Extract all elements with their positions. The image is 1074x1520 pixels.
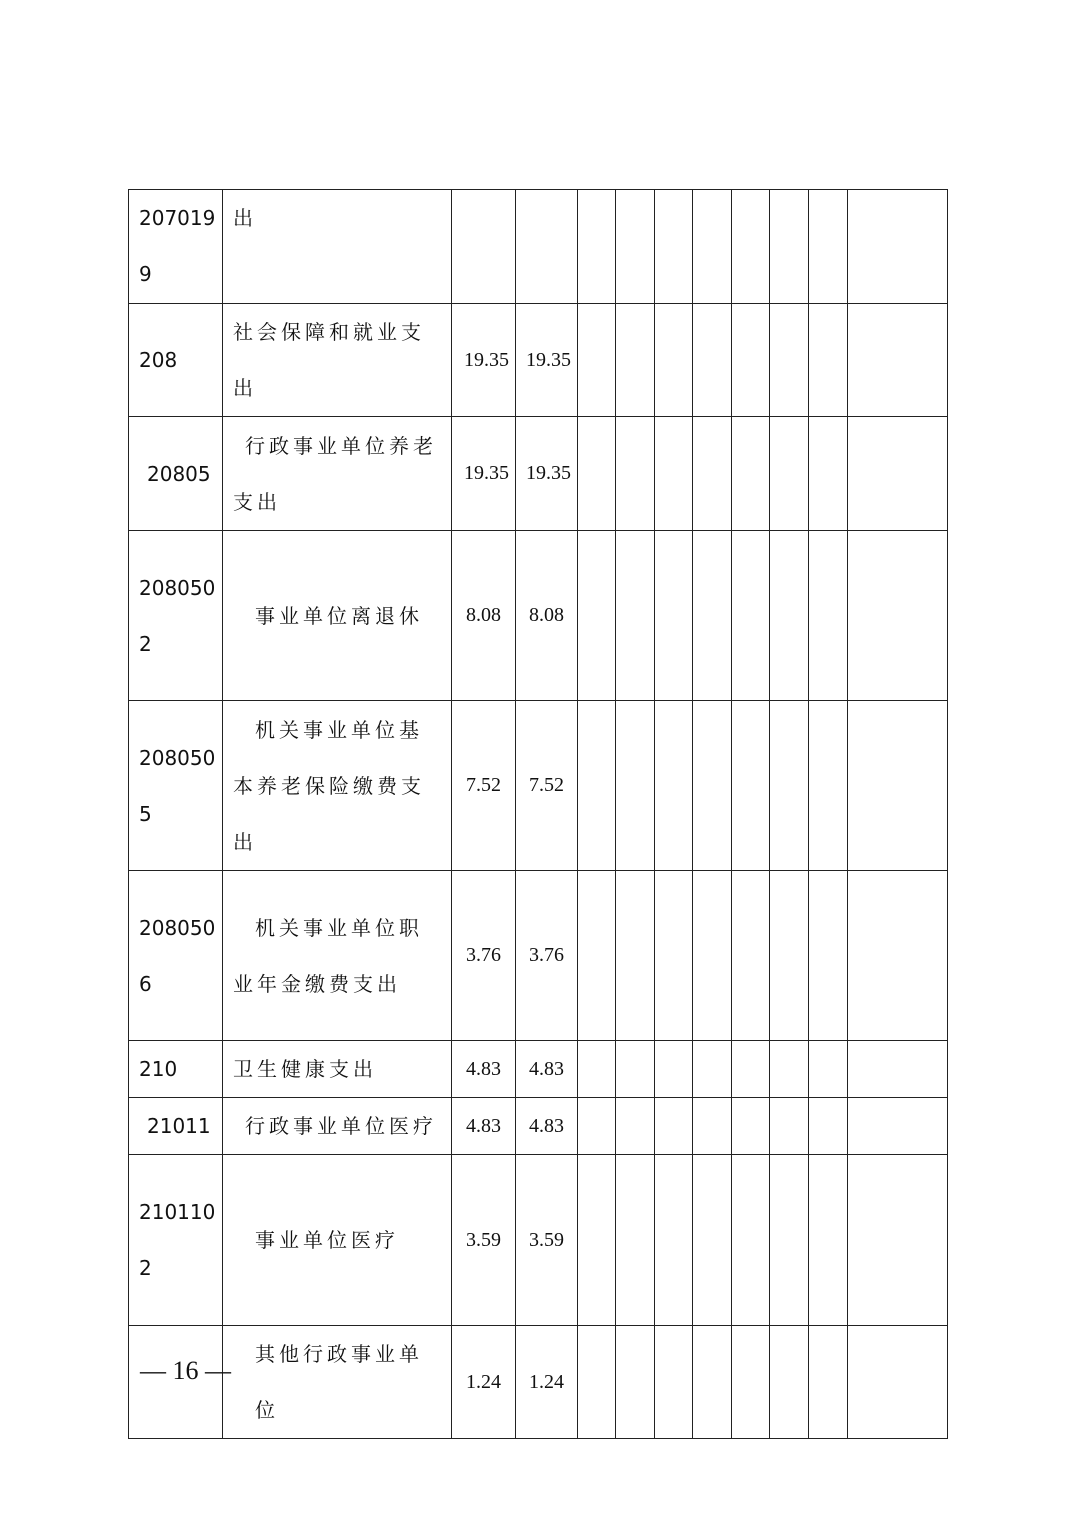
amount-cell: 19.35 — [516, 417, 578, 531]
account-code: 2080502 — [129, 531, 223, 701]
amount-cell: 19.35 — [516, 304, 578, 417]
account-code: 2070199 — [129, 190, 223, 304]
account-name-text: 行政事业单位养老支出 — [233, 433, 437, 514]
account-code: 210 — [129, 1041, 223, 1098]
account-name — [223, 417, 452, 531]
table-row — [129, 871, 948, 1041]
account-name — [223, 871, 452, 1041]
amount-cell: 4.83 — [516, 1041, 578, 1098]
account-code: 2101102 — [129, 1155, 223, 1326]
account-name: 其他行政事业单位 — [223, 1326, 452, 1439]
amount-cell — [516, 190, 578, 304]
amount-cell: 4.83 — [516, 1098, 578, 1155]
amount-cell: 1.24 — [452, 1326, 516, 1439]
amount-cell: 4.83 — [452, 1098, 516, 1155]
amount-cell: 19.35 — [452, 304, 516, 417]
account-name: 行政事业单位医疗 — [223, 1098, 452, 1155]
amount-cell: 1.24 — [516, 1326, 578, 1439]
amount-cell: 8.08 — [516, 531, 578, 701]
account-name — [223, 701, 452, 871]
amount-cell: 3.76 — [452, 871, 516, 1041]
table-row — [129, 190, 948, 304]
account-code: 20805 — [129, 417, 223, 531]
account-name: 事业单位医疗 — [223, 1155, 452, 1326]
amount-cell: 3.76 — [516, 871, 578, 1041]
table-row — [129, 304, 948, 417]
account-code: 21011 — [129, 1098, 223, 1155]
amount-cell: 3.59 — [516, 1155, 578, 1326]
table-row — [129, 531, 948, 701]
account-name-text: 机关事业单位职业年金缴费支出 — [233, 915, 423, 996]
account-name: 事业单位离退休 — [223, 531, 452, 701]
table-row — [129, 1041, 948, 1098]
table-row — [129, 701, 948, 871]
account-name: 社会保障和就业支出 — [223, 304, 452, 417]
table-row — [129, 1326, 948, 1439]
amount-cell: 7.52 — [516, 701, 578, 871]
account-code: 2080505 — [129, 701, 223, 871]
amount-cell: 7.52 — [452, 701, 516, 871]
account-name: 出 — [223, 190, 452, 304]
table-row — [129, 1098, 948, 1155]
account-code: 2080506 — [129, 871, 223, 1041]
account-code: 208 — [129, 304, 223, 417]
amount-cell: 19.35 — [452, 417, 516, 531]
table-row — [129, 1155, 948, 1326]
amount-cell: 3.59 — [452, 1155, 516, 1326]
table-row — [129, 417, 948, 531]
account-name-text: 机关事业单位基本养老保险缴费支出 — [233, 717, 425, 854]
amount-cell: 4.83 — [452, 1041, 516, 1098]
account-name: 卫生健康支出 — [223, 1041, 452, 1098]
page-number: — 16 — — [140, 1356, 231, 1385]
amount-cell — [452, 190, 516, 304]
amount-cell: 8.08 — [452, 531, 516, 701]
budget-table — [128, 189, 948, 1439]
